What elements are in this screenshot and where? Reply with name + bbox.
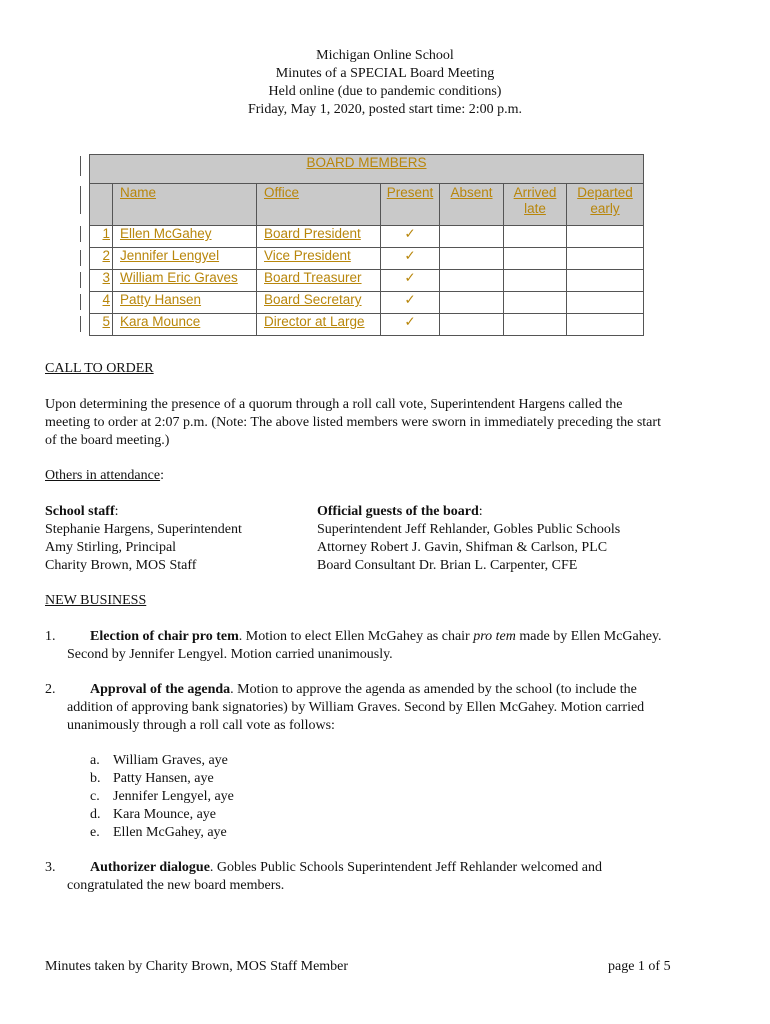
check-icon: ✓ <box>404 248 416 263</box>
call-to-order-heading: CALL TO ORDER <box>45 361 154 376</box>
school-staff-heading: School staff <box>45 504 115 519</box>
call-to-order-text: Upon determining the presence of a quorum through a roll call vote, Superintendent Hargens called the meeting to order at 2:07 p.m. (Note: The above listed members were sworn in immediately preceding the start of the board meeting.) <box>45 397 661 448</box>
guests-heading: Official guests of the board <box>317 504 479 519</box>
col-present: Present <box>381 184 440 226</box>
col-arrived-late: Arrived late <box>504 184 567 226</box>
table-title: BOARD MEMBERS <box>90 155 644 184</box>
business-item-2: 2. Approval of the agenda. Motion to approve the agenda as amended by the school (to include the addition of approving bank signatories) by William Graves. Second by Ellen McGahey. Motion carried unanimously through a roll call vote as follows: <box>45 682 645 733</box>
table-row: 3 William Eric Graves Board Treasurer ✓ <box>90 270 644 292</box>
table-row: 1 Ellen McGahey Board President ✓ <box>90 226 644 248</box>
roll-call-vote-list <box>90 752 234 842</box>
meeting-format: Held online (due to pandemic conditions) <box>268 84 502 99</box>
check-icon: ✓ <box>404 226 416 241</box>
list-item: Board Consultant Dr. Brian L. Carpenter, CFE <box>317 558 578 573</box>
board-members-table <box>89 154 644 336</box>
meeting-date: Friday, May 1, 2020, posted start time: 2:00 p.m. <box>247 102 522 117</box>
new-business-heading: NEW BUSINESS <box>45 593 147 608</box>
list-item: c. Jennifer Lengyel, aye <box>90 789 234 804</box>
check-icon: ✓ <box>404 270 416 285</box>
list-item: Stephanie Hargens, Superintendent <box>45 522 242 537</box>
list-item: Superintendent Jeff Rehlander, Gobles Public Schools <box>317 522 621 537</box>
table-row: 4 Patty Hansen Board Secretary ✓ <box>90 292 644 314</box>
school-name: Michigan Online School <box>316 48 454 63</box>
list-item: e. Ellen McGahey, aye <box>90 825 227 840</box>
col-absent: Absent <box>440 184 504 226</box>
col-office: Office <box>257 184 381 226</box>
document-title: Minutes of a SPECIAL Board Meeting <box>275 66 495 81</box>
page-number: page 1 of 5 <box>608 959 671 974</box>
footer-note: Minutes taken by Charity Brown, MOS Staff Member <box>45 959 349 974</box>
list-item: Amy Stirling, Principal <box>45 540 177 555</box>
list-item: d. Kara Mounce, aye <box>90 807 217 822</box>
business-item-1: 1. Election of chair pro tem. Motion to elect Ellen McGahey as chair pro tem made by Ellen McGahey. Second by Jennifer Lengyel. Motion carried unanimously. <box>45 629 662 662</box>
school-staff-list: School staff: Stephanie Hargens, Superintendent Amy Stirling, Principal Charity Brown, MOS Staff <box>45 503 310 575</box>
table-row: 5 Kara Mounce Director at Large ✓ <box>90 314 644 336</box>
list-item: Attorney Robert J. Gavin, Shifman & Carlson, PLC <box>317 540 608 555</box>
col-name: Name <box>113 184 257 226</box>
list-item: a. William Graves, aye <box>90 753 228 768</box>
check-icon: ✓ <box>404 314 416 329</box>
attendance-heading: Others in attendance: <box>45 468 164 483</box>
list-item: b. Patty Hansen, aye <box>90 771 214 786</box>
check-icon: ✓ <box>404 292 416 307</box>
list-item: Charity Brown, MOS Staff <box>45 558 197 573</box>
table-row: 2 Jennifer Lengyel Vice President ✓ <box>90 248 644 270</box>
col-departed-early: Departed early <box>567 184 644 226</box>
guests-list: Official guests of the board: Superintendent Jeff Rehlander, Gobles Public Schools Attorney Robert J. Gavin, Shifman & Carlson, PLC Board Consultant Dr. Brian L. Carpenter, CFE <box>317 503 677 575</box>
business-item-3: 3. Authorizer dialogue. Gobles Public Schools Superintendent Jeff Rehlander welcomed and congratulated the new board members. <box>45 860 602 893</box>
